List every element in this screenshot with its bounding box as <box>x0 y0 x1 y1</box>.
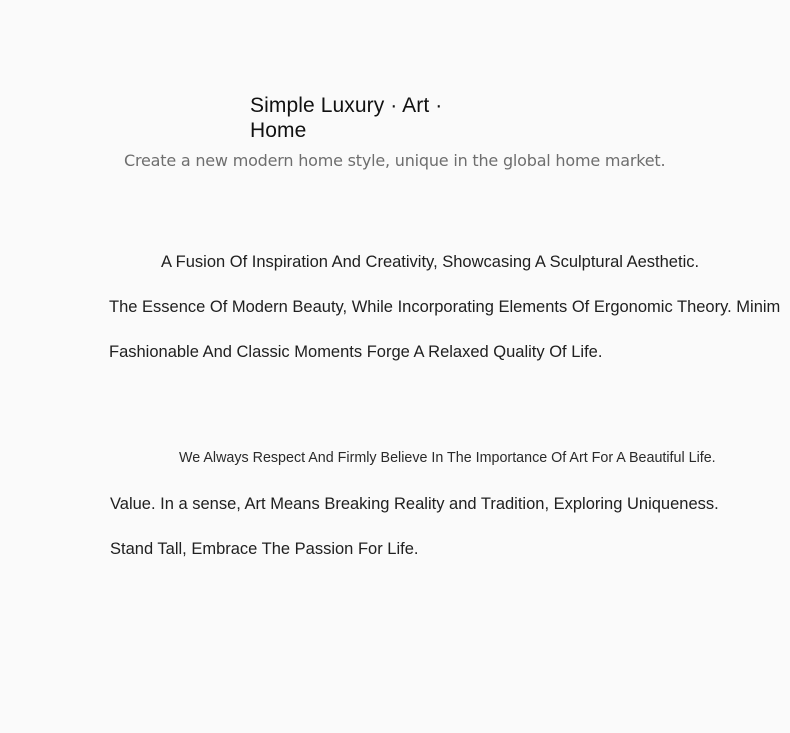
section-two-line-1: We Always Respect And Firmly Believe In The Importance Of Art For A Beautiful Life. <box>179 450 716 466</box>
section-one-line-3: Fashionable And Classic Moments Forge A Relaxed Quality Of Life. <box>109 343 603 361</box>
section-two-line-2: Value. In a sense, Art Means Breaking Reality and Tradition, Exploring Uniqueness. <box>110 495 719 513</box>
hero-title: Simple Luxury · Art · Home <box>250 94 443 142</box>
section-one-line-2: The Essence Of Modern Beauty, While Incorporating Elements Of Ergonomic Theory. Minim <box>109 298 781 316</box>
section-one-line-1: A Fusion Of Inspiration And Creativity, Showcasing A Sculptural Aesthetic. <box>161 253 700 271</box>
section-two-line-3: Stand Tall, Embrace The Passion For Life. <box>110 540 419 558</box>
hero-subtitle: Create a new modern home style, unique in the global home market. <box>124 151 666 170</box>
